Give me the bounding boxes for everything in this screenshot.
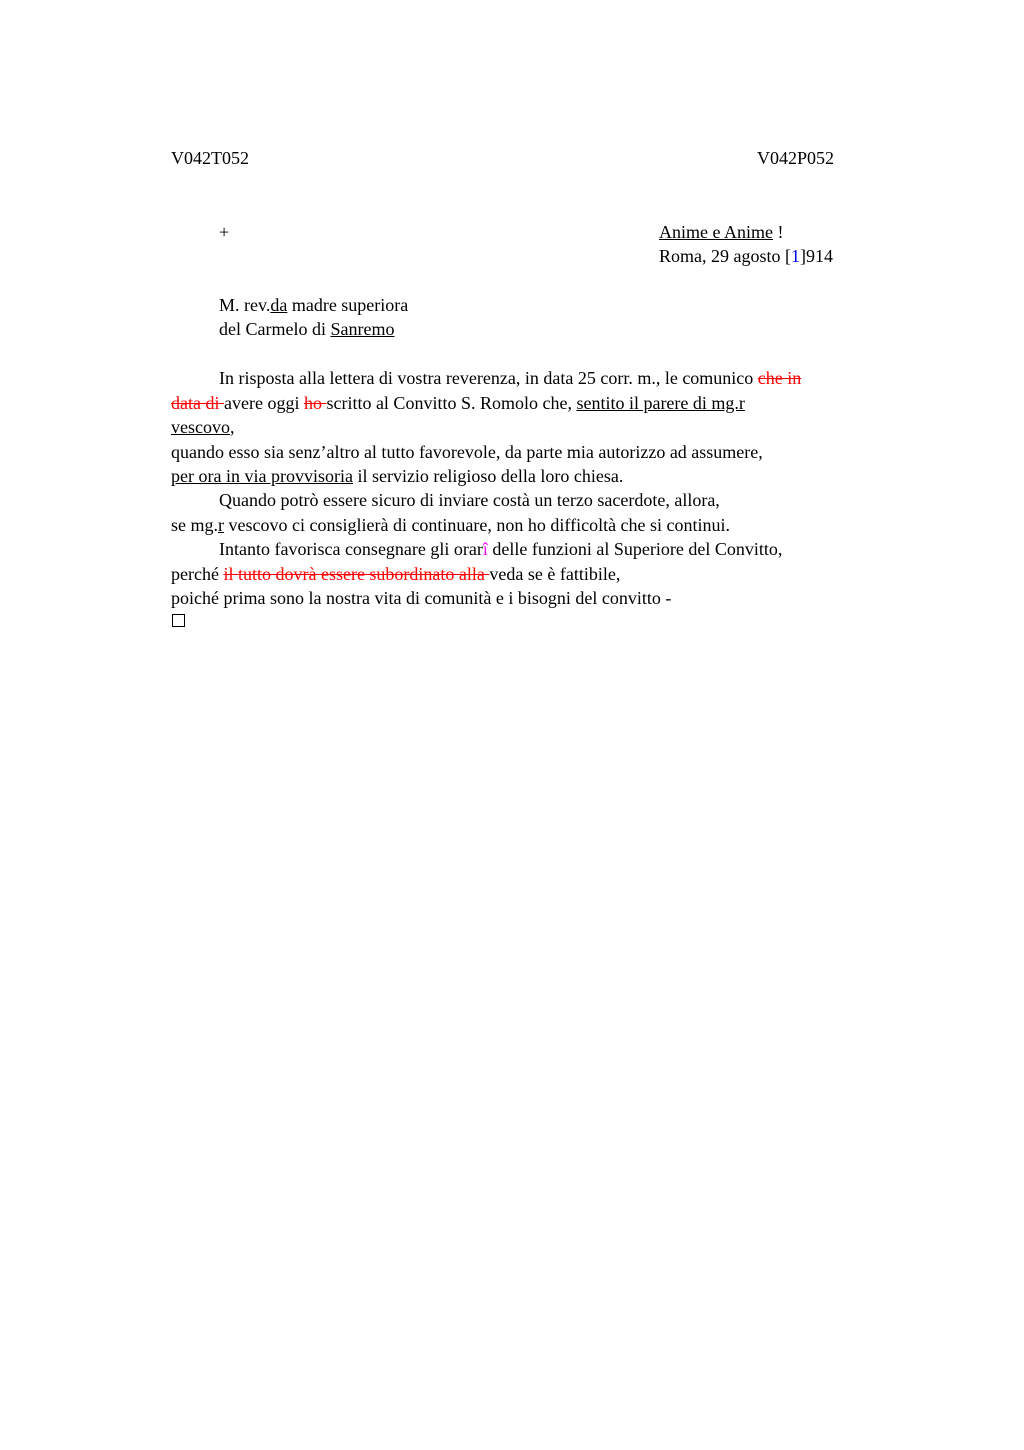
body-text: scritto al Convitto S. Romolo che, [326, 393, 577, 413]
dateline-prefix: Roma, 29 agosto [659, 246, 785, 266]
dateline-inserted-digit: 1 [791, 246, 800, 266]
deleted-text: data di [171, 393, 224, 413]
body-text: In risposta alla lettera di vostra reverenza, in data 25 corr. m., le comunico [219, 368, 758, 388]
dateline-suffix: 914 [806, 246, 833, 266]
body-line-9 [171, 562, 620, 586]
dateline [659, 244, 833, 268]
body-text: avere oggi [223, 393, 304, 413]
deleted-text: il tutto dovrà essere subordinato alla [223, 564, 490, 584]
motto-suffix: ! [772, 222, 784, 242]
motto-text: Anime e Anime [659, 222, 773, 242]
editorial-mark: î [482, 539, 488, 559]
body-text: se mg. [171, 515, 218, 535]
body-text: perché [171, 564, 224, 584]
address-abbrev: da [270, 295, 288, 315]
body-text: vescovo ci consiglierà di continuare, non ho difficoltà che si continui. [224, 515, 731, 535]
address-place: Sanremo [330, 319, 395, 339]
underlined-text: r [218, 515, 224, 535]
deleted-text: ho [303, 393, 327, 413]
motto [659, 220, 783, 244]
body-line-6: Quando potrò essere sicuro di inviare costà un terzo sacerdote, allora, [219, 490, 720, 510]
document-code-left: V042T052 [171, 148, 249, 168]
body-line-10: poiché prima sono la nostra vita di comunità e i bisogni del convitto - [171, 588, 672, 608]
body-text: veda se è fattibile, [489, 564, 621, 584]
body-line-7 [171, 513, 730, 537]
body-line-4: quando esso sia senz’altro al tutto favorevole, da parte mia autorizzo ad assumere, [171, 442, 763, 462]
cross-symbol: + [219, 222, 230, 242]
underlined-text: sentito il parere di mg.r [576, 393, 745, 413]
address-line-2 [219, 317, 394, 341]
body-line-1 [219, 366, 801, 390]
address-title: M. rev. [219, 295, 271, 315]
body-text: delle funzioni al Superiore del Convitto, [487, 539, 783, 559]
deleted-text: che in [757, 368, 802, 388]
body-line-3 [171, 415, 234, 439]
dateline-bracket-open: [ [785, 246, 791, 266]
address-recipient: madre superiora [287, 295, 409, 315]
body-line-5 [171, 464, 623, 488]
body-line-8 [219, 537, 782, 561]
checkbox-icon [172, 614, 185, 627]
underlined-text: per ora in via provvisoria [171, 466, 353, 486]
document-code-right: V042P052 [757, 148, 835, 168]
body-text: Intanto favorisca consegnare gli orar [219, 539, 483, 559]
dateline-bracket-close: ] [800, 246, 806, 266]
underlined-text: vescovo [171, 417, 230, 437]
address-carmel: del Carmelo di [219, 319, 331, 339]
body-line-2 [171, 391, 745, 415]
address-line-1 [219, 293, 408, 317]
body-text: il servizio religioso della loro chiesa. [352, 466, 624, 486]
body-text: , [229, 417, 235, 437]
